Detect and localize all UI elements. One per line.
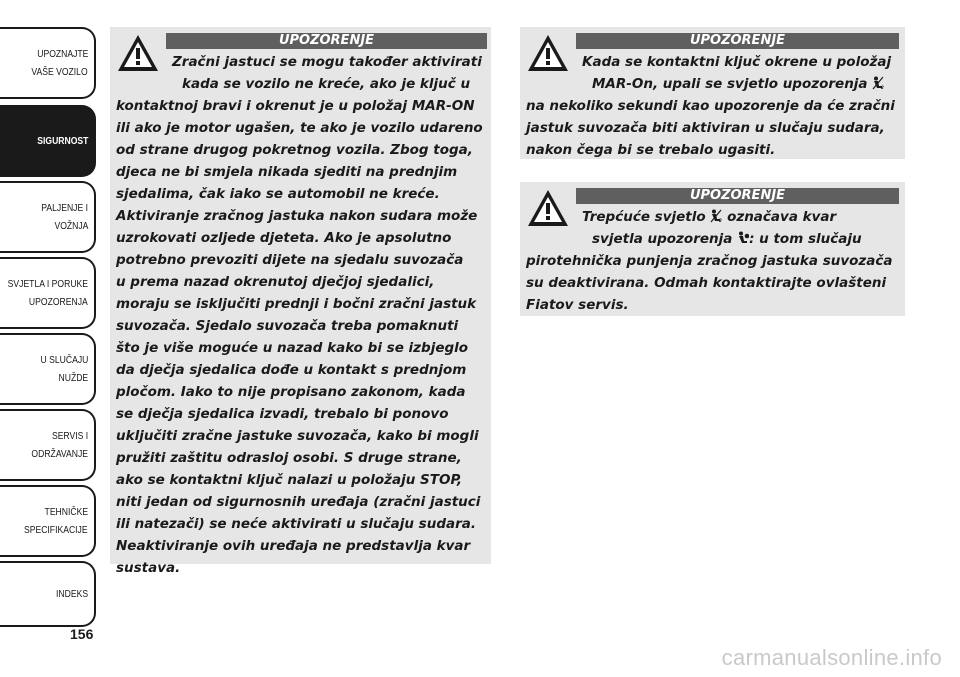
- tab-svjetla[interactable]: [0, 257, 96, 329]
- tab-label: SPECIFIKACIJE: [24, 524, 88, 536]
- text-line: se dječja sjedalica izvadi, trebalo bi ponovo: [116, 406, 449, 422]
- warning-box-1: [110, 27, 491, 576]
- text-line: da dječja sjedalica dođe u kontakt s prednjom: [116, 362, 467, 378]
- text-line: u prema nazad okrenutoj dječjoj sjedalici,: [116, 274, 435, 290]
- warning-heading: UPOZORENJE: [576, 188, 899, 204]
- text-line: uključiti zračne jastuke suvozača, kako bi mogli: [116, 428, 479, 444]
- text-line: Zračni jastuci se mogu također aktivirati: [172, 54, 482, 70]
- tab-label: U SLUČAJU: [40, 354, 88, 366]
- tab-nuzde[interactable]: [0, 333, 96, 405]
- text-line: Kada se kontaktni ključ okrene u položaj: [582, 54, 892, 70]
- text-line: sustava.: [116, 560, 181, 576]
- text-line: [526, 228, 902, 250]
- text-fragment: označava kvar: [727, 209, 837, 225]
- warning-text: [526, 206, 902, 316]
- warning-text: [526, 51, 902, 161]
- warning-text: [116, 51, 488, 579]
- text-line: od strane drugog pokretnog vozila. Zbog toga,: [116, 142, 473, 158]
- warning-box-3: [520, 182, 905, 316]
- warning-heading: UPOZORENJE: [576, 33, 899, 49]
- tab-label: NUŽDE: [58, 372, 88, 384]
- svg-text:2: 2: [719, 218, 723, 223]
- text-fragment: Trepćuće svjetlo: [582, 209, 706, 225]
- tab-indeks[interactable]: [0, 561, 96, 627]
- tab-label: UPOZORENJA: [29, 296, 88, 308]
- page-number: 156: [70, 626, 94, 642]
- text-fragment: svjetla upozorenja: [592, 231, 733, 247]
- tab-label: INDEKS: [55, 588, 88, 600]
- tab-label: TEHNIČKE: [44, 506, 88, 518]
- text-line: [526, 73, 902, 95]
- tab-label: VAŠE VOZILO: [31, 66, 88, 78]
- text-line: Fiatov servis.: [526, 297, 629, 313]
- watermark: carmanualsonline.info: [721, 645, 942, 670]
- tab-tehnicke[interactable]: [0, 485, 96, 557]
- tab-servis[interactable]: [0, 409, 96, 481]
- svg-text:2: 2: [881, 85, 885, 90]
- text-line: uzrokovati ozljede djeteta. Ako je apsolutno: [116, 230, 452, 246]
- tab-label: VOŽNJA: [54, 220, 88, 232]
- text-line: djeca ne bi smjela nikada sjediti na prednjim: [116, 164, 458, 180]
- tab-sigurnost[interactable]: [0, 105, 96, 177]
- text-line: moraju se isključiti prednji i bočni zračni jastuk: [116, 296, 477, 312]
- text-line: ili natezači) se neće aktivirati u slučaju sudara.: [116, 516, 476, 532]
- airbag-warning-icon: [737, 231, 749, 245]
- text-line: pločom. Iako to nije propisano zakonom, kada: [116, 384, 466, 400]
- text-line: Aktiviranje zračnog jastuka nakon sudara može: [116, 208, 478, 224]
- text-line: potrebno prevoziti dijete na sjedalu suvozača: [116, 252, 464, 268]
- tab-label: UPOZNAJTE: [36, 48, 88, 60]
- text-line: niti jedan od sigurnosnih uređaja (zračni jastuci: [116, 494, 481, 510]
- text-line: suvozača. Sjedalo suvozača treba pomaknuti: [116, 318, 459, 334]
- text-line: kada se vozilo ne kreće, ako je ključ u: [182, 76, 471, 92]
- tab-paljenje[interactable]: [0, 181, 96, 253]
- text-line: Neaktiviranje ovih uređaja ne predstavlja kvar: [116, 538, 471, 554]
- passenger-airbag-off-icon: [710, 209, 722, 223]
- tab-upoznajte[interactable]: [0, 27, 96, 99]
- text-line: sjedalima, čak iako se automobil ne kreće.: [116, 186, 440, 202]
- text-line: su deaktivirana. Odmah kontaktirajte ovlašteni: [526, 275, 887, 291]
- text-fragment: MAR-On, upali se svjetlo upozorenja: [592, 76, 868, 92]
- warning-box-2: [520, 27, 905, 159]
- text-line: jastuk suvozača biti aktiviran u slučaju sudara,: [526, 120, 885, 136]
- tab-label: PALJENJE I: [41, 202, 88, 214]
- text-line: [526, 206, 902, 228]
- text-fragment: : u tom slučaju: [749, 231, 862, 247]
- tab-label: SERVIS I: [51, 430, 88, 442]
- tab-label: SVJETLA I PORUKE: [7, 278, 88, 290]
- text-line: na nekoliko sekundi kao upozorenje da će zračni: [526, 98, 895, 114]
- text-line: nakon čega bi se trebalo ugasiti.: [526, 142, 776, 158]
- text-line: pirotehnička punjenja zračnog jastuka suvozača: [526, 253, 893, 269]
- passenger-airbag-off-icon: [872, 76, 884, 90]
- text-line: pružiti zaštitu odrasloj osobi. S druge strane,: [116, 450, 462, 466]
- tab-label: SIGURNOST: [36, 135, 88, 147]
- warning-heading: UPOZORENJE: [166, 33, 487, 49]
- text-line: ili ako je motor ugašen, te ako je vozilo udareno: [116, 120, 483, 136]
- text-line: kontaktnoj bravi i okrenut je u položaj MAR-ON: [116, 98, 475, 114]
- tab-label: ODRŽAVANJE: [31, 448, 88, 460]
- text-line: ako se kontaktni ključ nalazi u položaju STOP,: [116, 472, 462, 488]
- text-line: što je više moguće u nazad kako bi se izbjeglo: [116, 340, 469, 356]
